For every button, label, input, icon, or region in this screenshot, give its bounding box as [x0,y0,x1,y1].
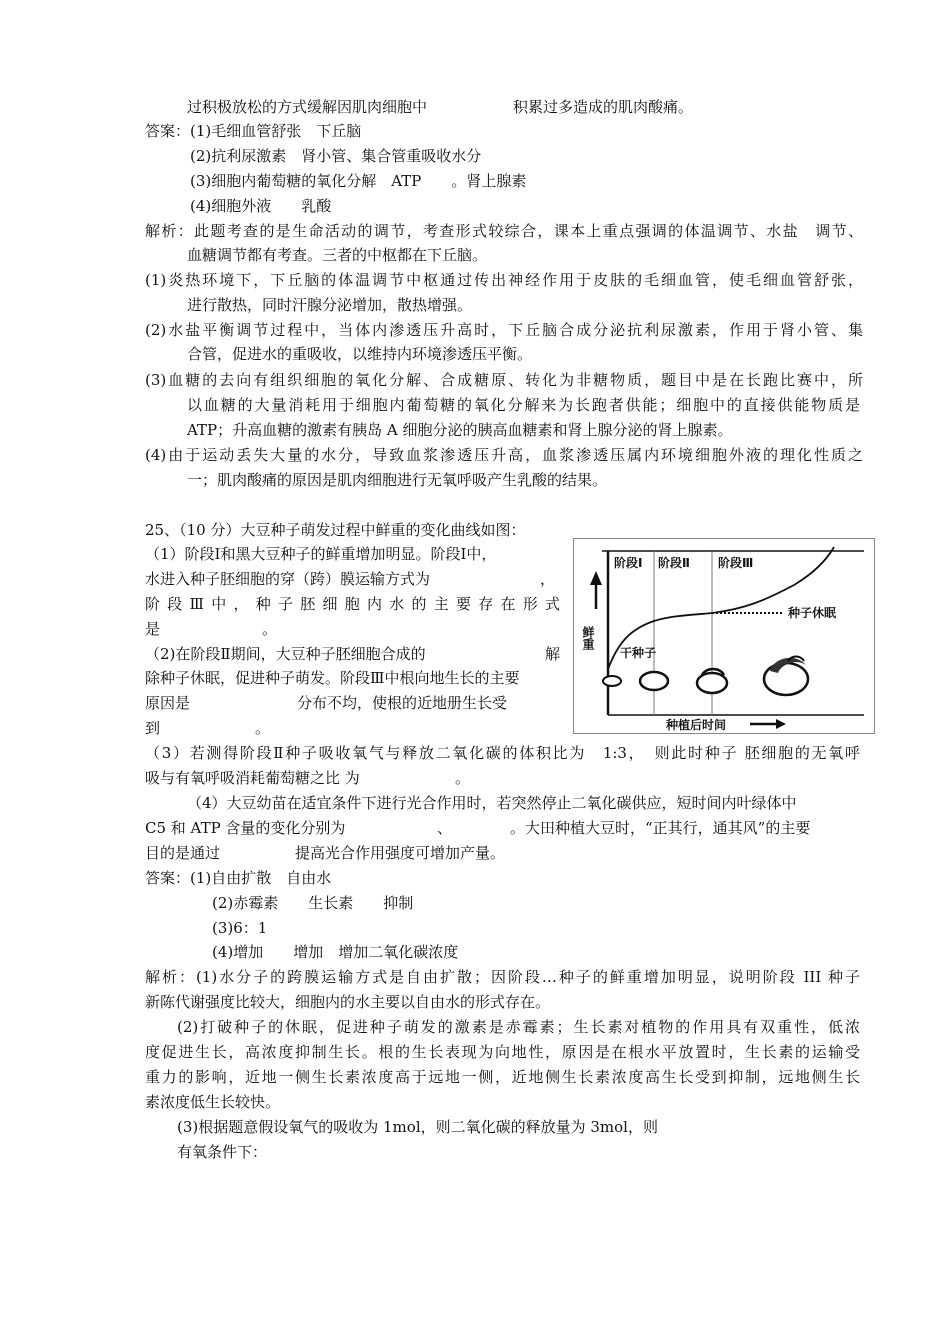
question-line: 目的是通过 [145,844,221,862]
figure-svg [574,539,874,733]
y-axis-label: 鲜重 [581,626,595,650]
seed-germination-figure [573,538,875,734]
analysis-line: (4)由于运动丢失大量的水分，导致血浆渗透压升高，血浆渗透压属内环境细胞外液的理化性质之 [145,446,863,464]
answer-line: (3)细胞内葡萄糖的氧化分解 ATP 。肾上腺素 [190,172,527,190]
answer-line: (4)增加 增加 增加二氧化碳浓度 [212,943,459,961]
answer-line: (3)6：1 [212,919,268,937]
question-line: 除种子休眠，促进种子萌发。阶段Ⅲ中根向地生长的主要 [145,669,520,687]
question-line: 。大田种植大豆时，“正其行，通其风”的主要 [510,819,811,837]
analysis-line: 解析：此题考查的是生命活动的调节，考查形式较综合，课本上重点强调的体温调节、水盐 调节、 [145,222,863,240]
question-line: 吸与有氧呼吸消耗葡萄糖之比 为 [145,769,360,787]
seed-icon [640,672,668,690]
analysis-line: 新陈代谢强度比较大，细胞内的水主要以自由水的形式存在。 [145,993,551,1011]
seed-icon [603,676,621,686]
question-line: 阶段Ⅲ中，种子胚细胞内水的主要存在形式 [145,595,560,613]
question-line: 提高光合作用强度可增加产量。 [295,844,506,862]
analysis-line: 合管，促进水的重吸收，以维持内环境渗透压平衡。 [187,345,533,363]
text-line: 过积极放松的方式缓解因肌肉细胞中 [187,98,428,116]
y-arrow-head [590,571,602,585]
question-line: 是 [145,620,161,638]
seedling-icon [764,657,808,696]
analysis-line: 重力的影响，近地一侧生长素浓度高于远地一侧，近地侧生长素浓度高生长受到抑制，远地侧生长 [145,1068,860,1086]
question-line: 、 [437,819,453,837]
question-line: 水进入种子胚细胞的穿（跨）膜运输方式为 [145,570,431,588]
answer-line: (2)抗利尿激素 肾小管、集合管重吸收水分 [190,147,482,165]
analysis-line: ATP；升高血糖的激素有胰岛 A 细胞分泌的胰高血糖素和肾上腺分泌的肾上腺素。 [187,421,733,439]
stage-3-label: 阶段Ⅲ [718,556,754,570]
x-axis-label: 种植后时间 [666,718,727,732]
stage-2-label: 阶段Ⅱ [658,556,690,570]
question-line: 。 [262,620,278,638]
analysis-line: 血糖调节都有考查。三者的中枢都在下丘脑。 [187,246,488,264]
stage-1-label: 阶段Ⅰ [614,556,643,570]
answer-line: (1)自由扩散 自由水 [190,869,332,887]
question-line: 分布不均，使根的近地册生长受 [297,694,508,712]
analysis-line: (2)打破种子的休眠，促进种子萌发的激素是赤霉素；生长素对植物的作用具有双重性，低浓 [177,1018,860,1036]
analysis-line: 解析：(1)水分子的跨膜运输方式是自由扩散；因阶段…种子的鲜重增加明显，说明阶段 III 种子 [145,968,860,986]
question-line: 。 [455,769,471,787]
question-line: C5 和 ATP 含量的变化分别为 [145,819,346,837]
dry-seed-label: 干种子 [620,646,657,660]
question-line: 。 [255,719,271,737]
answer-label: 答案： [145,869,191,887]
analysis-line: (2)水盐平衡调节过程中，当体内渗透压升高时，下丘脑合成分泌抗利尿激素，作用于肾小管、集 [145,321,863,339]
dormant-label: 种子休眠 [788,606,837,620]
question-line: （1）阶段Ⅰ和黑大豆种子的鲜重增加明显。阶段Ⅰ中， [145,545,497,563]
analysis-line: 以血糖的大量消耗用于细胞内葡萄糖的氧化分解来为长跑者供能；细胞中的直接供能物质是 [187,396,860,414]
text-line: 积累过多造成的肌肉酸痛。 [513,98,694,116]
analysis-line: (3)血糖的去向有组织细胞的氧化分解、合成糖原、转化为非糖物质，题目中是在长跑比赛中，所 [145,371,863,389]
question-line: （2)在阶段Ⅱ期间，大豆种子胚细胞合成的 [145,645,426,663]
sprouting-seed-icon [697,669,727,693]
analysis-line: 进行散热，同时汗腺分泌增加，散热增强。 [187,296,473,314]
analysis-line: 有氧条件下： [177,1143,268,1161]
analysis-line: (1)炎热环境下，下丘脑的体温调节中枢通过传出神经作用于皮肤的毛细血管，使毛细血管舒张， [145,271,863,289]
analysis-line: 一；肌肉酸痛的原因是肌肉细胞进行无氧呼吸产生乳酸的结果。 [187,471,608,489]
question-stem: 25、（10 分）大豆种子萌发过程中鲜重的变化曲线如图： [145,521,526,539]
question-line: （4）大豆幼苗在适宜条件下进行光合作用时，若突然停止二氧化碳供应，短时间内叶绿体中 [187,794,797,812]
answer-label: 答案： [145,122,191,140]
question-line: 原因是 [145,694,191,712]
analysis-line: 素浓度低生长较快。 [145,1093,281,1111]
question-line: （3）若测得阶段Ⅱ种子吸收氧气与释放二氧化碳的体积比为 1:3， 则此时种子 胚细胞的无氧呼 [145,744,860,762]
answer-line: (4)细胞外液 乳酸 [190,197,332,215]
answer-line: (1)毛细血管舒张 下丘脑 [190,122,362,140]
question-line: 到 [145,719,161,737]
answer-line: (2)赤霉素 生长素 抑制 [212,894,414,912]
analysis-line: (3)根据题意假设氧气的吸收为 1mol，则二氧化碳的释放量为 3mol，则 [177,1118,658,1136]
x-arrow-head [776,719,786,729]
question-line: 解 [545,645,561,663]
question-line: ， [540,570,556,588]
analysis-line: 度促进生长，高浓度抑制生长。根的生长表现为向地性，原因是在根水平放置时，生长素的运输受 [145,1043,860,1061]
